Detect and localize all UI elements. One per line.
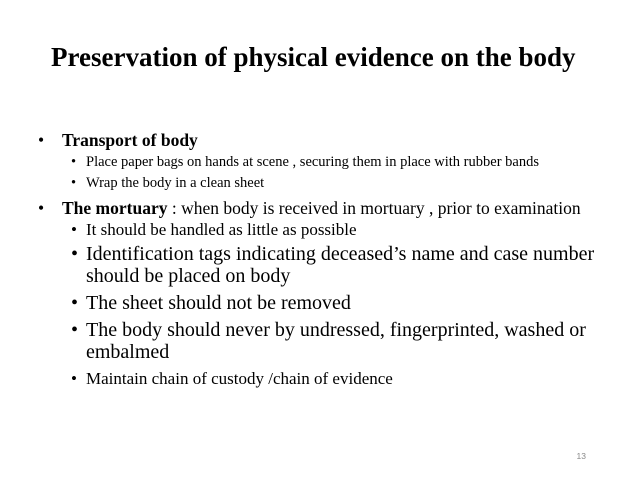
mortuary-item-text: Identification tags indicating deceased’s name and case number should be placed on body [86,243,595,287]
list-item [38,243,623,287]
list-item [38,292,623,314]
bullet-icon: • [38,130,45,150]
list-item [38,319,623,363]
slide-content [38,130,623,389]
bullet-icon: • [71,154,77,170]
transport-heading: Transport of body [62,130,198,150]
list-item [38,153,623,171]
mortuary-item-text: It should be handled as little as possible [86,220,357,239]
list-item [38,174,623,192]
bullet-icon: • [71,175,77,191]
bullet-icon: • [71,292,79,314]
transport-item-text: Place paper bags on hands at scene , securing them in place with rubber bands [86,154,539,170]
mortuary-item-text: Maintain chain of custody /chain of evidence [86,369,393,388]
mortuary-item-text: The sheet should not be removed [86,292,351,314]
bullet-icon: • [71,319,79,341]
list-item-mortuary [38,198,623,218]
bullet-icon: • [71,220,77,239]
slide-title: Preservation of physical evidence on the body [51,42,576,72]
bullet-icon: • [38,198,45,218]
list-item [38,220,623,240]
mortuary-item-text: The body should never by undressed, fingerprinted, washed or embalmed [86,319,586,363]
mortuary-text: : when body is received in mortuary , prior to examination [167,198,581,218]
list-item-transport [38,130,623,150]
page-number: 13 [576,451,586,461]
list-item [38,369,623,389]
transport-item-text: Wrap the body in a clean sheet [86,175,265,191]
bullet-icon: • [71,369,77,388]
mortuary-heading: The mortuary [62,198,168,218]
bullet-icon: • [71,243,79,265]
